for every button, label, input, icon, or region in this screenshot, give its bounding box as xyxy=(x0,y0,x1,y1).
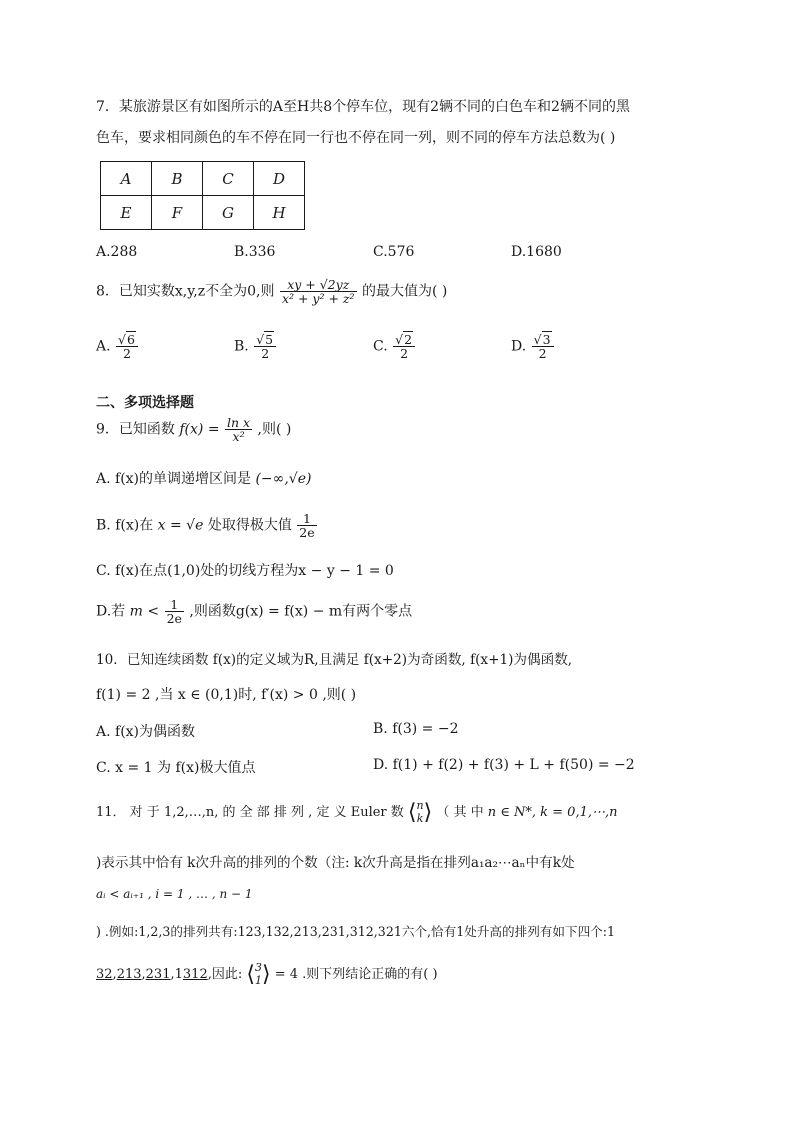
q11-line5-text: ,因此: xyxy=(207,967,243,982)
option-num: 1 xyxy=(165,598,184,612)
underlined-seq: 231 xyxy=(145,967,171,982)
q11-line3: aᵢ < aᵢ₊₁ , i = 1 , … , n − 1 xyxy=(96,887,253,901)
section-heading: 二、多项选择题 xyxy=(96,395,194,411)
q11-line1-pre: 11． 对 于 1,2,…,n, 的 全 部 排 列 , 定 义 Euler 数 xyxy=(96,805,404,820)
q7-option-a: A.288 xyxy=(96,244,138,260)
underlined-seq: 32 xyxy=(96,967,113,982)
option-label: A. xyxy=(96,338,111,355)
grid-row-1 xyxy=(101,162,305,196)
underlined-seq: 312 xyxy=(182,967,208,982)
seq-sep: , xyxy=(112,967,117,982)
option-math: x = √e xyxy=(157,517,204,534)
option-interval: (−∞,√e) xyxy=(255,471,312,487)
option-math: m < xyxy=(129,603,160,620)
q9-func: f(x) = xyxy=(179,421,220,438)
q11-line2: )表示其中恰有 k次升高的排列的个数（注: k次升高是指在排列a₁a₂⋯aₙ中有k处 xyxy=(96,855,575,871)
q9-option-d xyxy=(96,598,412,625)
q8-option-a: A. $\frac{√6}{2}$ xyxy=(96,333,139,360)
q8-option-d: D. $\frac{√3}{2}$ xyxy=(511,333,555,360)
option-num: 3 xyxy=(542,332,551,347)
option-text: D.若 xyxy=(96,603,126,620)
q9-option-a xyxy=(96,468,311,488)
option-den: 2 xyxy=(261,346,270,362)
grid-cell: D xyxy=(254,162,305,196)
option-text: ,则函数g(x) = f(x) − m有两个零点 xyxy=(189,603,413,620)
q9-fraction xyxy=(225,416,252,443)
q9-frac-den: x² xyxy=(232,429,245,445)
binom-top: 3 xyxy=(254,961,262,975)
q10-option-c: C. x = 1 为 f(x)极大值点 xyxy=(96,760,256,776)
option-num: 1 xyxy=(297,512,316,526)
option-label: C. xyxy=(373,338,388,355)
grid-cell: H xyxy=(254,196,305,230)
grid-cell: B xyxy=(152,162,203,196)
q7-option-d: D.1680 xyxy=(511,244,562,260)
option-num: 2 xyxy=(404,332,413,347)
q8-frac-den: x² + y² + z² xyxy=(281,291,355,307)
option-den: 2 xyxy=(538,346,547,362)
grid-cell: F xyxy=(152,196,203,230)
euler-binom xyxy=(417,800,424,824)
option-text: B. f(x)在 xyxy=(96,517,154,534)
option-label: D. xyxy=(511,338,527,355)
q10-option-b: B. f(3) = −2 xyxy=(373,721,459,737)
underlined-seq: 213 xyxy=(116,967,142,982)
q9-option-c: C. f(x)在点(1,0)处的切线方程为x − y − 1 = 0 xyxy=(96,563,394,579)
q7-option-b: B.336 xyxy=(234,244,276,260)
grid-cell: G xyxy=(203,196,254,230)
option-text: 处取得极大值 xyxy=(207,517,292,534)
q8-option-b: B. $\frac{√5}{2}$ xyxy=(234,333,277,360)
binom-bot: k xyxy=(416,811,424,825)
q11-line1: 11． 对 于 1,2,…,n, 的 全 部 排 列 , 定 义 Euler 数 ⟨ n k ⟩ （ 其 中 n ∈ N*, k = 0,1,⋯,n xyxy=(96,799,618,825)
q9-option-b xyxy=(96,512,318,539)
q10-option-a: A. f(x)为偶函数 xyxy=(96,724,196,740)
option-den: 2 xyxy=(400,346,409,362)
q8-stem-post: 的最大值为( ) xyxy=(361,283,448,300)
q8-frac-num: xy + √2yz xyxy=(280,278,357,292)
q8-stem xyxy=(96,278,447,305)
seq-sep: , xyxy=(141,967,146,982)
option-den: 2 xyxy=(123,346,131,362)
option-text: A. f(x)的单调递增区间是 xyxy=(96,471,252,487)
q11-line5-post: = 4 .则下列结论正确的有( ) xyxy=(274,967,438,982)
grid-cell: E xyxy=(101,196,152,230)
grid-row-2 xyxy=(101,196,305,230)
q9-stem-pre: 9．已知函数 xyxy=(96,421,175,438)
q11-line5: 32,213,231,1312,因此: ⟨ 3 1 ⟩ = 4 .则下列结论正确的有( ) xyxy=(96,961,438,987)
seq-digit: 1 xyxy=(174,967,183,982)
q9-frac-num: ln x xyxy=(227,415,251,430)
q11-line1-tail: n ∈ N*, k = 0,1,⋯,n xyxy=(487,805,618,820)
q8-option-c: C. $\frac{√2}{2}$ xyxy=(373,333,416,360)
q10-option-d: D. f(1) + f(2) + f(3) + L + f(50) = −2 xyxy=(373,757,635,773)
binom-bot: 1 xyxy=(254,973,262,987)
seq-sep: , xyxy=(170,967,175,982)
option-num: 6 xyxy=(126,332,135,347)
option-den: 2e xyxy=(166,611,182,627)
grid-cell: A xyxy=(101,162,152,196)
q7-line2: 色车，要求相同颜色的车不停在同一行也不停在同一列，则不同的停车方法总数为( ) xyxy=(96,130,616,146)
q11-line1-post: （ 其 中 xyxy=(436,805,484,820)
q9-stem xyxy=(96,416,291,443)
q8-fraction xyxy=(280,278,357,305)
q10-line2: f(1) = 2 ,当 x ∈ (0,1)时, f′(x) > 0 ,则( ) xyxy=(96,687,357,703)
binom-top: n xyxy=(416,799,424,813)
q7-option-c: C.576 xyxy=(373,244,415,260)
q11-line4: ) .例如:1,2,3的排列共有:123,132,213,231,312,321六个,恰有1处升高的排列有如下四个:1 xyxy=(96,924,616,939)
q7-line1: 7．某旅游景区有如图所示的A至H共8个停车位，现有2辆不同的白色车和2辆不同的黑 xyxy=(96,99,630,115)
q10-line1: 10．已知连续函数 f(x)的定义域为R,且满足 f(x+2)为奇函数, f(x+1)为偶函数, xyxy=(96,652,573,668)
q9-stem-post: ,则( ) xyxy=(257,421,292,438)
q8-stem-pre: 8．已知实数x,y,z不全为0,则 xyxy=(96,283,275,300)
option-den: 2e xyxy=(299,525,315,541)
parking-grid xyxy=(100,161,305,230)
option-num: 5 xyxy=(265,332,274,347)
euler-binom-example xyxy=(255,962,262,986)
option-label: B. xyxy=(234,338,249,355)
grid-cell: C xyxy=(203,162,254,196)
